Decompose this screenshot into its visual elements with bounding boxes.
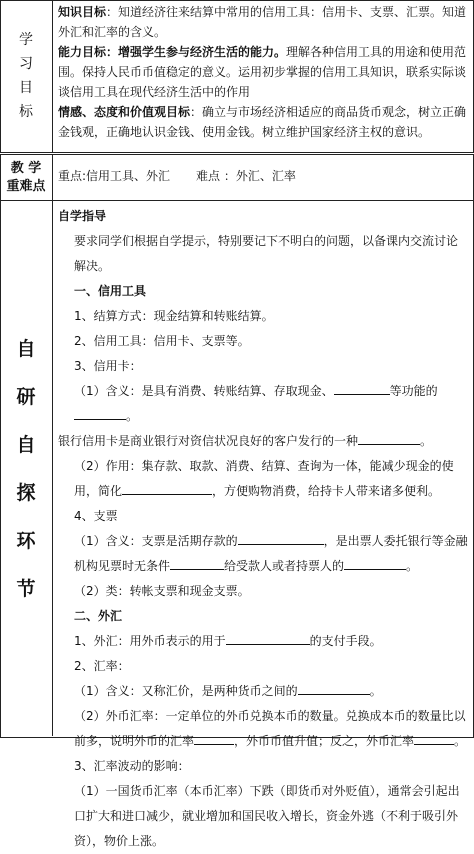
credit-card-definition: （1）含义：是具有消费、转账结算、存取现金、 等功能的。 — [58, 379, 468, 429]
fill-blank[interactable] — [298, 680, 370, 695]
column-divider — [52, 0, 53, 736]
learning-goals — [58, 2, 468, 142]
difficult-point: 难点 ：外汇、汇率 — [196, 169, 296, 183]
row-divider-keypoints — [0, 200, 474, 201]
key-point: 重点:信用工具、外汇 — [58, 169, 171, 183]
section-title-credit: 一、信用工具 — [74, 284, 147, 298]
exchange-rate-definition: （1）含义：又称汇价，是两种货币之间的 。 — [58, 679, 468, 704]
side-label-keypoints — [0, 156, 52, 200]
side-char: 节 — [16, 578, 36, 600]
forex-definition: 1、外汇：用外币表示的用于 的支付手段。 — [58, 629, 468, 654]
study-intro: 要求同学们根据自学提示，特别要记下不明白的问题，以备课内交流讨论解决。 — [74, 234, 459, 273]
key-difficult-points — [58, 166, 468, 186]
credit-tools: 2、信用工具：信用卡、支票等。 — [74, 334, 250, 348]
row-divider-goals — [0, 152, 474, 155]
fill-blank[interactable] — [334, 380, 390, 395]
knowledge-goal: 知识目标：知道经济往来结算中常用的信用工具：信用卡、支票、汇票。知道外汇和汇率的含义。 — [58, 5, 467, 39]
credit-card-note: 银行信用卡是商业银行对资信状况良好的客户发行的一种 。 — [58, 429, 468, 454]
side-char: 环 — [16, 530, 36, 552]
credit-card-function: （2）作用：集存款、取款、消费、结算、查询为一体，能减少现金的使用，简化 ，方便购物消费，给持卡人带来诸多便利。 — [74, 459, 454, 498]
side-label-keypoints-line2: 重难点 — [6, 179, 46, 194]
section-title-forex: 二、外汇 — [74, 609, 123, 623]
fill-blank[interactable] — [238, 530, 324, 545]
fill-blank[interactable] — [74, 405, 126, 420]
ability-goal: 能力目标：增强学生参与经济生活的能力。理解各种信用工具的用途和使用范围。保持人民币币值稳定的意义。运用初步掌握的信用工具知识，联系实际谈谈信用工具在现代经济生活中的作用 — [58, 45, 467, 99]
side-char: 自 — [16, 434, 36, 456]
rate-fluctuation-effect: （1）一国货币汇率（本币汇率）下跌（即货币对外贬值），通常会引起出口扩大和进口减少，就业增加和国民收入增长，资金外逃（不利于吸引外资），物价上涨。 — [74, 784, 460, 848]
credit-card-title: 3、信用卡： — [74, 359, 142, 373]
study-heading: 自学指导 — [58, 209, 107, 223]
settlement-methods: 1、结算方式：现金结算和转账结算。 — [74, 309, 274, 323]
rate-fluctuation-title: 3、汇率波动的影响： — [74, 759, 190, 773]
side-char: 研 — [16, 386, 36, 408]
cheque-title: 4、支票 — [74, 509, 118, 523]
cheque-definition: （1）含义：支票是活期存款的 ，是出票人委托银行等金融机构见票时无条件 给受款人或者持票人的 。 — [58, 529, 468, 579]
fill-blank[interactable] — [358, 430, 420, 445]
side-char: 自 — [16, 338, 36, 360]
foreign-currency-rate: （2）外币汇率：一定单位的外币兑换本币的数量。兑换成本币的数量比以前多，说明外币的汇率 ，外币币值升值；反之，外币汇率 。 — [74, 709, 467, 748]
self-study-guide — [58, 204, 468, 854]
exchange-rate-title: 2、汇率： — [74, 659, 130, 673]
fill-blank[interactable] — [122, 480, 212, 495]
emotion-goal: 情感、态度和价值观目标：确立与市场经济相适应的商品货币观念，树立正确金钱观，正确地认识金钱、使用金钱。树立维护国家经济主权的意识。 — [58, 105, 467, 139]
side-label-goals: 学习目标 — [19, 32, 33, 120]
fill-blank[interactable] — [226, 630, 310, 645]
fill-blank[interactable] — [170, 555, 224, 570]
side-label-self-study — [0, 201, 52, 737]
side-label-keypoints-line1: 教 学 — [10, 161, 42, 176]
fill-blank[interactable] — [344, 555, 406, 570]
side-char: 探 — [16, 482, 36, 504]
cheque-types: （2）类：转帐支票和现金支票。 — [74, 584, 250, 598]
